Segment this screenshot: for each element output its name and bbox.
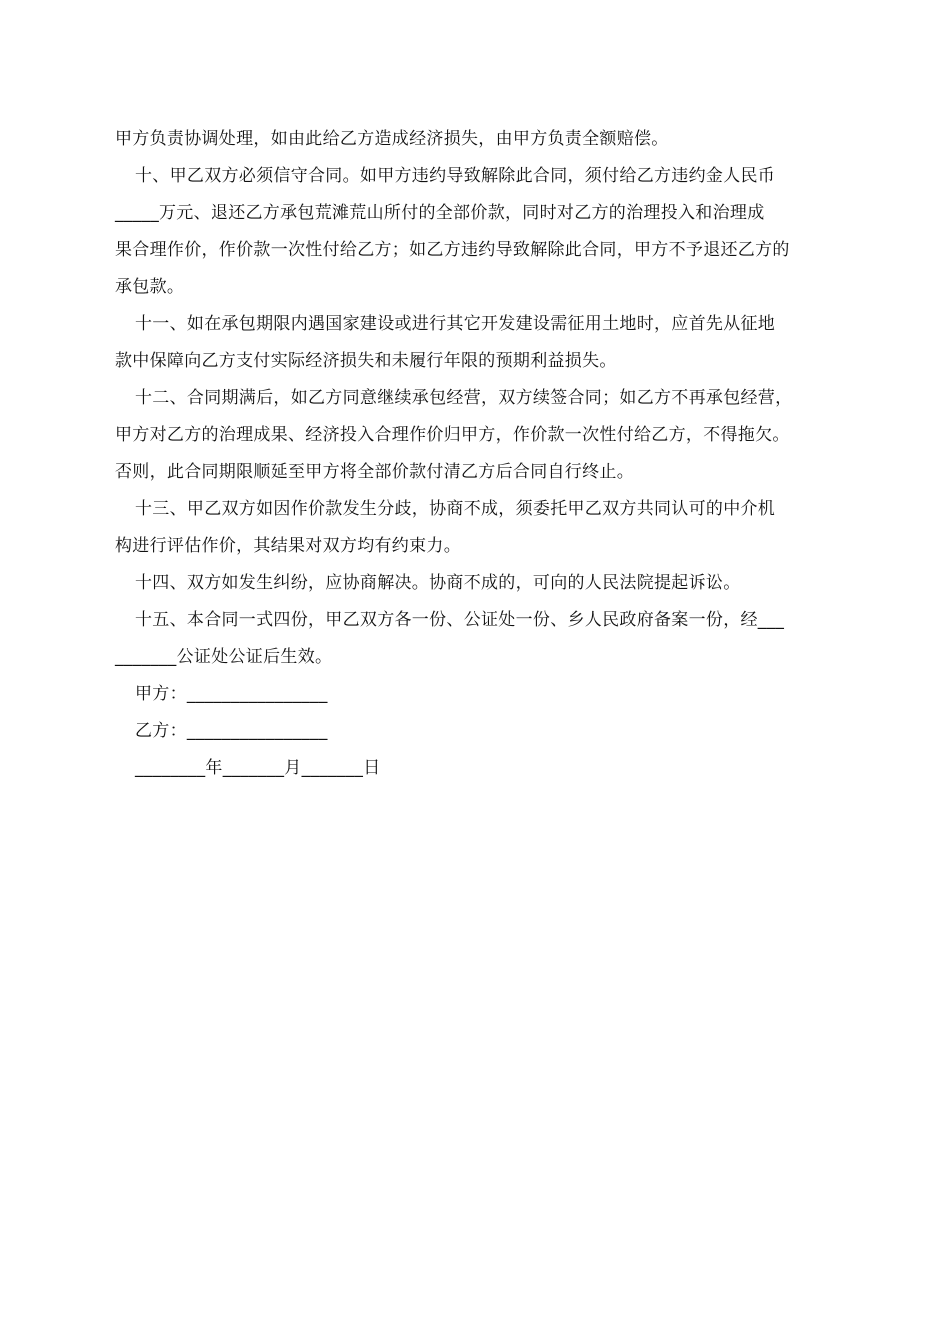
contract-body bbox=[115, 121, 835, 787]
paragraph-line: 构进行评估作价，其结果对双方均有约束力。 bbox=[115, 536, 461, 556]
clause-ten-line: 十、甲乙双方必须信守合同。如甲方违约导致解除此合同，须付给乙方违约金人民币 bbox=[135, 166, 776, 186]
paragraph-line: 款中保障向乙方支付实际经济损失和未履行年限的预期利益损失。 bbox=[115, 351, 617, 371]
clause-eleven-line: 十一、如在承包期限内遇国家建设或进行其它开发建设需征用土地时，应首先从征地 bbox=[135, 314, 776, 334]
clause-twelve-line: 十二、合同期满后，如乙方同意继续承包经营，双方续签合同；如乙方不再承包经营， bbox=[135, 388, 793, 408]
signature-date: ________年_______月_______日 bbox=[135, 758, 381, 778]
paragraph-line: 承包款。 bbox=[115, 277, 185, 297]
clause-thirteen-line: 十三、甲乙双方如因作价款发生分歧，协商不成，须委托甲乙双方共同认可的中介机 bbox=[135, 499, 776, 519]
clause-fourteen-line: 十四、双方如发生纠纷，应协商解决。协商不成的，可向的人民法院提起诉讼。 bbox=[135, 573, 741, 593]
paragraph-line: _______公证处公证后生效。 bbox=[115, 647, 333, 667]
paragraph-line: 甲方对乙方的治理成果、经济投入合理作价归甲方，作价款一次性付给乙方，不得拖欠。 bbox=[115, 425, 790, 445]
paragraph-line: 否则，此合同期限顺延至甲方将全部价款付清乙方后合同自行终止。 bbox=[115, 462, 634, 482]
paragraph-line: 果合理作价，作价款一次性付给乙方；如乙方违约导致解除此合同，甲方不予退还乙方的 bbox=[115, 240, 790, 260]
party-b-signature: 乙方：________________ bbox=[135, 721, 328, 741]
paragraph-line: _____万元、退还乙方承包荒滩荒山所付的全部价款，同时对乙方的治理投入和治理成 bbox=[115, 203, 765, 223]
party-a-signature: 甲方：________________ bbox=[135, 684, 328, 704]
paragraph-line: 甲方负责协调处理，如由此给乙方造成经济损失，由甲方负责全额赔偿。 bbox=[115, 129, 669, 149]
clause-fifteen-line: 十五、本合同一式四份，甲乙双方各一份、公证处一份、乡人民政府备案一份，经___ bbox=[135, 610, 785, 630]
